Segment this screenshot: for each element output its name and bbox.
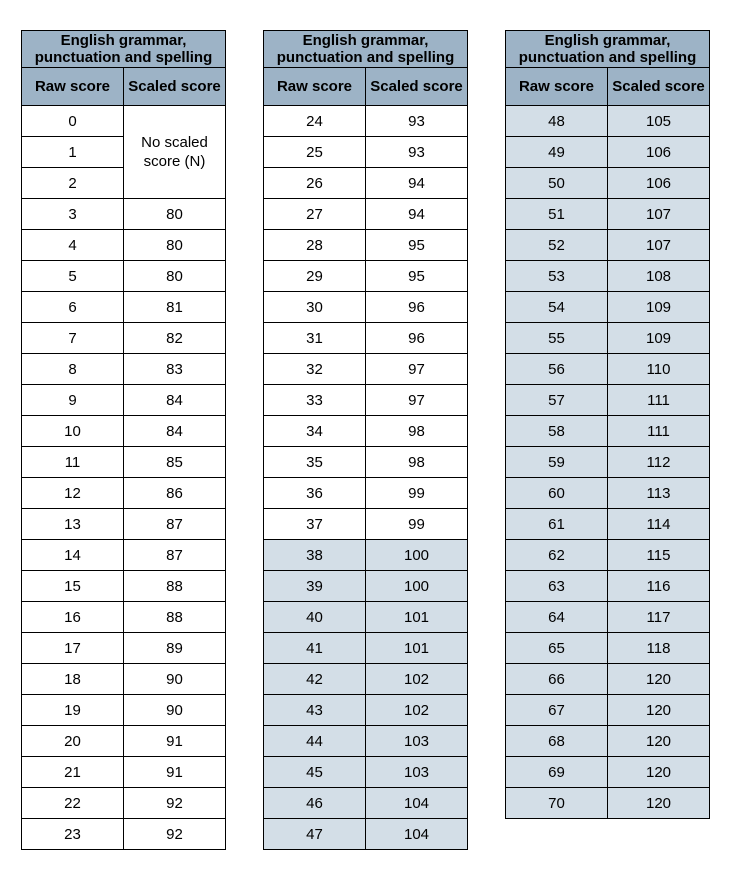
raw-score-cell: 43 xyxy=(264,695,366,726)
table-row xyxy=(506,602,710,633)
raw-score-cell: 26 xyxy=(264,168,366,199)
raw-score-cell: 56 xyxy=(506,354,608,385)
scaled-score-cell: 85 xyxy=(124,447,226,478)
scaled-score-cell: 110 xyxy=(608,354,710,385)
raw-score-cell: 33 xyxy=(264,385,366,416)
raw-score-cell: 67 xyxy=(506,695,608,726)
scaled-score-cell: 82 xyxy=(124,323,226,354)
scaled-score-cell: 100 xyxy=(366,540,468,571)
raw-score-cell: 69 xyxy=(506,757,608,788)
raw-score-header: Raw score xyxy=(506,68,608,106)
scaled-score-cell: 92 xyxy=(124,819,226,850)
table-row xyxy=(264,199,468,230)
raw-score-cell: 17 xyxy=(22,633,124,664)
raw-score-cell: 30 xyxy=(264,292,366,323)
table-row xyxy=(22,726,226,757)
scaled-score-cell: 88 xyxy=(124,571,226,602)
table-row xyxy=(22,571,226,602)
scaled-score-cell: 114 xyxy=(608,509,710,540)
raw-score-cell: 1 xyxy=(22,137,124,168)
table-row xyxy=(506,447,710,478)
table-row xyxy=(264,540,468,571)
raw-score-cell: 38 xyxy=(264,540,366,571)
table-row xyxy=(506,168,710,199)
raw-score-cell: 12 xyxy=(22,478,124,509)
table-row xyxy=(264,168,468,199)
raw-score-cell: 23 xyxy=(22,819,124,850)
scaled-score-cell: 93 xyxy=(366,106,468,137)
raw-score-cell: 14 xyxy=(22,540,124,571)
scaled-score-cell: 98 xyxy=(366,416,468,447)
scaled-score-cell: 94 xyxy=(366,199,468,230)
scaled-score-cell: 113 xyxy=(608,478,710,509)
scaled-score-cell: 89 xyxy=(124,633,226,664)
raw-score-cell: 61 xyxy=(506,509,608,540)
scaled-score-cell: 107 xyxy=(608,230,710,261)
table-row xyxy=(264,478,468,509)
raw-score-cell: 5 xyxy=(22,261,124,292)
scaled-score-cell: 99 xyxy=(366,478,468,509)
table-row xyxy=(22,695,226,726)
table-row xyxy=(22,602,226,633)
scaled-score-cell: 115 xyxy=(608,540,710,571)
scaled-score-cell: 103 xyxy=(366,757,468,788)
table-row xyxy=(506,695,710,726)
scaled-score-cell: 104 xyxy=(366,819,468,850)
table-row xyxy=(22,509,226,540)
table-row xyxy=(264,757,468,788)
raw-score-cell: 62 xyxy=(506,540,608,571)
raw-score-cell: 28 xyxy=(264,230,366,261)
raw-score-cell: 41 xyxy=(264,633,366,664)
scaled-score-cell: 80 xyxy=(124,199,226,230)
scaled-score-cell: 97 xyxy=(366,385,468,416)
raw-score-cell: 66 xyxy=(506,664,608,695)
scaled-score-cell: 120 xyxy=(608,695,710,726)
raw-score-cell: 24 xyxy=(264,106,366,137)
raw-score-cell: 2 xyxy=(22,168,124,199)
scaled-score-cell: 111 xyxy=(608,385,710,416)
table-row xyxy=(264,385,468,416)
scaled-score-cell: 90 xyxy=(124,664,226,695)
scaled-score-cell: 80 xyxy=(124,261,226,292)
scaled-score-cell: 100 xyxy=(366,571,468,602)
table-row xyxy=(506,540,710,571)
table-row xyxy=(506,509,710,540)
table-row xyxy=(264,416,468,447)
raw-score-cell: 32 xyxy=(264,354,366,385)
table-row xyxy=(264,137,468,168)
table-row xyxy=(22,633,226,664)
scaled-score-cell: 81 xyxy=(124,292,226,323)
table-row xyxy=(264,292,468,323)
table-row xyxy=(22,199,226,230)
table-row xyxy=(506,416,710,447)
table-row xyxy=(264,602,468,633)
raw-score-cell: 65 xyxy=(506,633,608,664)
raw-score-cell: 6 xyxy=(22,292,124,323)
raw-score-cell: 45 xyxy=(264,757,366,788)
table-row xyxy=(264,788,468,819)
scaled-score-cell: 94 xyxy=(366,168,468,199)
raw-score-cell: 63 xyxy=(506,571,608,602)
scaled-score-cell: 97 xyxy=(366,354,468,385)
scaled-score-cell: 101 xyxy=(366,602,468,633)
raw-score-cell: 35 xyxy=(264,447,366,478)
raw-score-cell: 25 xyxy=(264,137,366,168)
raw-score-cell: 31 xyxy=(264,323,366,354)
conversion-table-3 xyxy=(505,30,710,819)
table-row xyxy=(22,292,226,323)
raw-score-cell: 64 xyxy=(506,602,608,633)
table-row xyxy=(264,571,468,602)
scaled-score-cell: 106 xyxy=(608,137,710,168)
table-row xyxy=(264,261,468,292)
scaled-score-cell: 80 xyxy=(124,230,226,261)
scaled-score-cell: 98 xyxy=(366,447,468,478)
table-row xyxy=(506,757,710,788)
raw-score-cell: 46 xyxy=(264,788,366,819)
table-row xyxy=(22,478,226,509)
raw-score-cell: 60 xyxy=(506,478,608,509)
scaled-score-cell: 105 xyxy=(608,106,710,137)
raw-score-cell: 34 xyxy=(264,416,366,447)
raw-score-cell: 48 xyxy=(506,106,608,137)
scaled-score-cell: 95 xyxy=(366,230,468,261)
raw-score-cell: 50 xyxy=(506,168,608,199)
scaled-score-cell: 118 xyxy=(608,633,710,664)
raw-score-cell: 9 xyxy=(22,385,124,416)
scaled-score-cell: 93 xyxy=(366,137,468,168)
scaled-score-cell: 120 xyxy=(608,664,710,695)
table-row xyxy=(264,323,468,354)
table-row xyxy=(22,447,226,478)
scaled-score-cell: 88 xyxy=(124,602,226,633)
scaled-score-cell: 120 xyxy=(608,726,710,757)
raw-score-cell: 22 xyxy=(22,788,124,819)
raw-score-cell: 49 xyxy=(506,137,608,168)
raw-score-cell: 44 xyxy=(264,726,366,757)
raw-score-cell: 11 xyxy=(22,447,124,478)
table-row xyxy=(22,385,226,416)
table-row xyxy=(506,106,710,137)
raw-score-cell: 51 xyxy=(506,199,608,230)
scaled-score-header: Scaled score xyxy=(608,68,710,106)
raw-score-cell: 8 xyxy=(22,354,124,385)
raw-score-cell: 54 xyxy=(506,292,608,323)
scaled-score-cell: 91 xyxy=(124,757,226,788)
table-row xyxy=(22,354,226,385)
scaled-score-cell: 111 xyxy=(608,416,710,447)
table-row xyxy=(22,757,226,788)
table-row xyxy=(22,664,226,695)
table-row xyxy=(506,354,710,385)
table-row xyxy=(506,478,710,509)
raw-score-header: Raw score xyxy=(264,68,366,106)
conversion-table-1 xyxy=(21,30,226,850)
raw-score-cell: 53 xyxy=(506,261,608,292)
raw-score-cell: 57 xyxy=(506,385,608,416)
scaled-score-header: Scaled score xyxy=(124,68,226,106)
scaled-score-cell: 86 xyxy=(124,478,226,509)
table-row xyxy=(264,230,468,261)
table-row xyxy=(506,788,710,819)
table-row xyxy=(22,230,226,261)
table-row xyxy=(264,633,468,664)
raw-score-cell: 40 xyxy=(264,602,366,633)
scaled-score-cell: 84 xyxy=(124,416,226,447)
raw-score-cell: 20 xyxy=(22,726,124,757)
table-row xyxy=(22,106,226,137)
table-row xyxy=(506,137,710,168)
table-row xyxy=(506,199,710,230)
raw-score-cell: 16 xyxy=(22,602,124,633)
raw-score-cell: 70 xyxy=(506,788,608,819)
table-row xyxy=(22,788,226,819)
scaled-score-cell: 112 xyxy=(608,447,710,478)
raw-score-cell: 7 xyxy=(22,323,124,354)
raw-score-cell: 37 xyxy=(264,509,366,540)
raw-score-cell: 42 xyxy=(264,664,366,695)
table-row xyxy=(22,819,226,850)
scaled-score-cell: 91 xyxy=(124,726,226,757)
table-row xyxy=(506,385,710,416)
raw-score-cell: 39 xyxy=(264,571,366,602)
table-row xyxy=(264,447,468,478)
scaled-score-cell: 101 xyxy=(366,633,468,664)
raw-score-cell: 59 xyxy=(506,447,608,478)
table-row xyxy=(264,819,468,850)
table-row xyxy=(506,633,710,664)
raw-score-cell: 21 xyxy=(22,757,124,788)
table-row xyxy=(22,323,226,354)
table-row xyxy=(506,230,710,261)
raw-score-cell: 68 xyxy=(506,726,608,757)
raw-score-cell: 36 xyxy=(264,478,366,509)
scaled-score-cell: 109 xyxy=(608,323,710,354)
scaled-score-cell: 92 xyxy=(124,788,226,819)
raw-score-cell: 15 xyxy=(22,571,124,602)
scaled-score-cell: 83 xyxy=(124,354,226,385)
table-row xyxy=(506,571,710,602)
raw-score-cell: 4 xyxy=(22,230,124,261)
table-row xyxy=(264,509,468,540)
scaled-score-header: Scaled score xyxy=(366,68,468,106)
raw-score-header: Raw score xyxy=(22,68,124,106)
scaled-score-cell: 90 xyxy=(124,695,226,726)
raw-score-cell: 55 xyxy=(506,323,608,354)
scaled-score-cell: 102 xyxy=(366,695,468,726)
table-row xyxy=(264,726,468,757)
table-row xyxy=(264,695,468,726)
raw-score-cell: 19 xyxy=(22,695,124,726)
scaled-score-cell: 104 xyxy=(366,788,468,819)
no-scaled-score-cell: No scaled score (N) xyxy=(124,106,226,199)
scaled-score-cell: 102 xyxy=(366,664,468,695)
table-row xyxy=(506,261,710,292)
scaled-score-cell: 120 xyxy=(608,757,710,788)
scaled-score-cell: 87 xyxy=(124,509,226,540)
table-row xyxy=(22,261,226,292)
table-row xyxy=(264,354,468,385)
raw-score-cell: 3 xyxy=(22,199,124,230)
scaled-score-cell: 116 xyxy=(608,571,710,602)
table-row xyxy=(264,106,468,137)
raw-score-cell: 52 xyxy=(506,230,608,261)
table-row xyxy=(506,292,710,323)
scaled-score-cell: 107 xyxy=(608,199,710,230)
table-row xyxy=(506,664,710,695)
scaled-score-cell: 117 xyxy=(608,602,710,633)
scaled-score-cell: 87 xyxy=(124,540,226,571)
raw-score-cell: 10 xyxy=(22,416,124,447)
scaled-score-cell: 120 xyxy=(608,788,710,819)
scaled-score-cell: 96 xyxy=(366,323,468,354)
raw-score-cell: 13 xyxy=(22,509,124,540)
table-row xyxy=(22,540,226,571)
conversion-table-2 xyxy=(263,30,468,850)
scaled-score-cell: 95 xyxy=(366,261,468,292)
table-row xyxy=(264,664,468,695)
table-title: English grammar, punctuation and spelling xyxy=(22,31,226,68)
scaled-score-cell: 109 xyxy=(608,292,710,323)
raw-score-cell: 29 xyxy=(264,261,366,292)
table-row xyxy=(506,726,710,757)
table-title: English grammar, punctuation and spelling xyxy=(264,31,468,68)
scaled-score-cell: 103 xyxy=(366,726,468,757)
raw-score-cell: 58 xyxy=(506,416,608,447)
raw-score-cell: 27 xyxy=(264,199,366,230)
scaled-score-cell: 108 xyxy=(608,261,710,292)
raw-score-cell: 0 xyxy=(22,106,124,137)
table-row xyxy=(506,323,710,354)
scaled-score-cell: 96 xyxy=(366,292,468,323)
scaled-score-cell: 106 xyxy=(608,168,710,199)
scaled-score-cell: 99 xyxy=(366,509,468,540)
raw-score-cell: 47 xyxy=(264,819,366,850)
raw-score-cell: 18 xyxy=(22,664,124,695)
scaled-score-cell: 84 xyxy=(124,385,226,416)
table-title: English grammar, punctuation and spelling xyxy=(506,31,710,68)
table-row xyxy=(22,416,226,447)
